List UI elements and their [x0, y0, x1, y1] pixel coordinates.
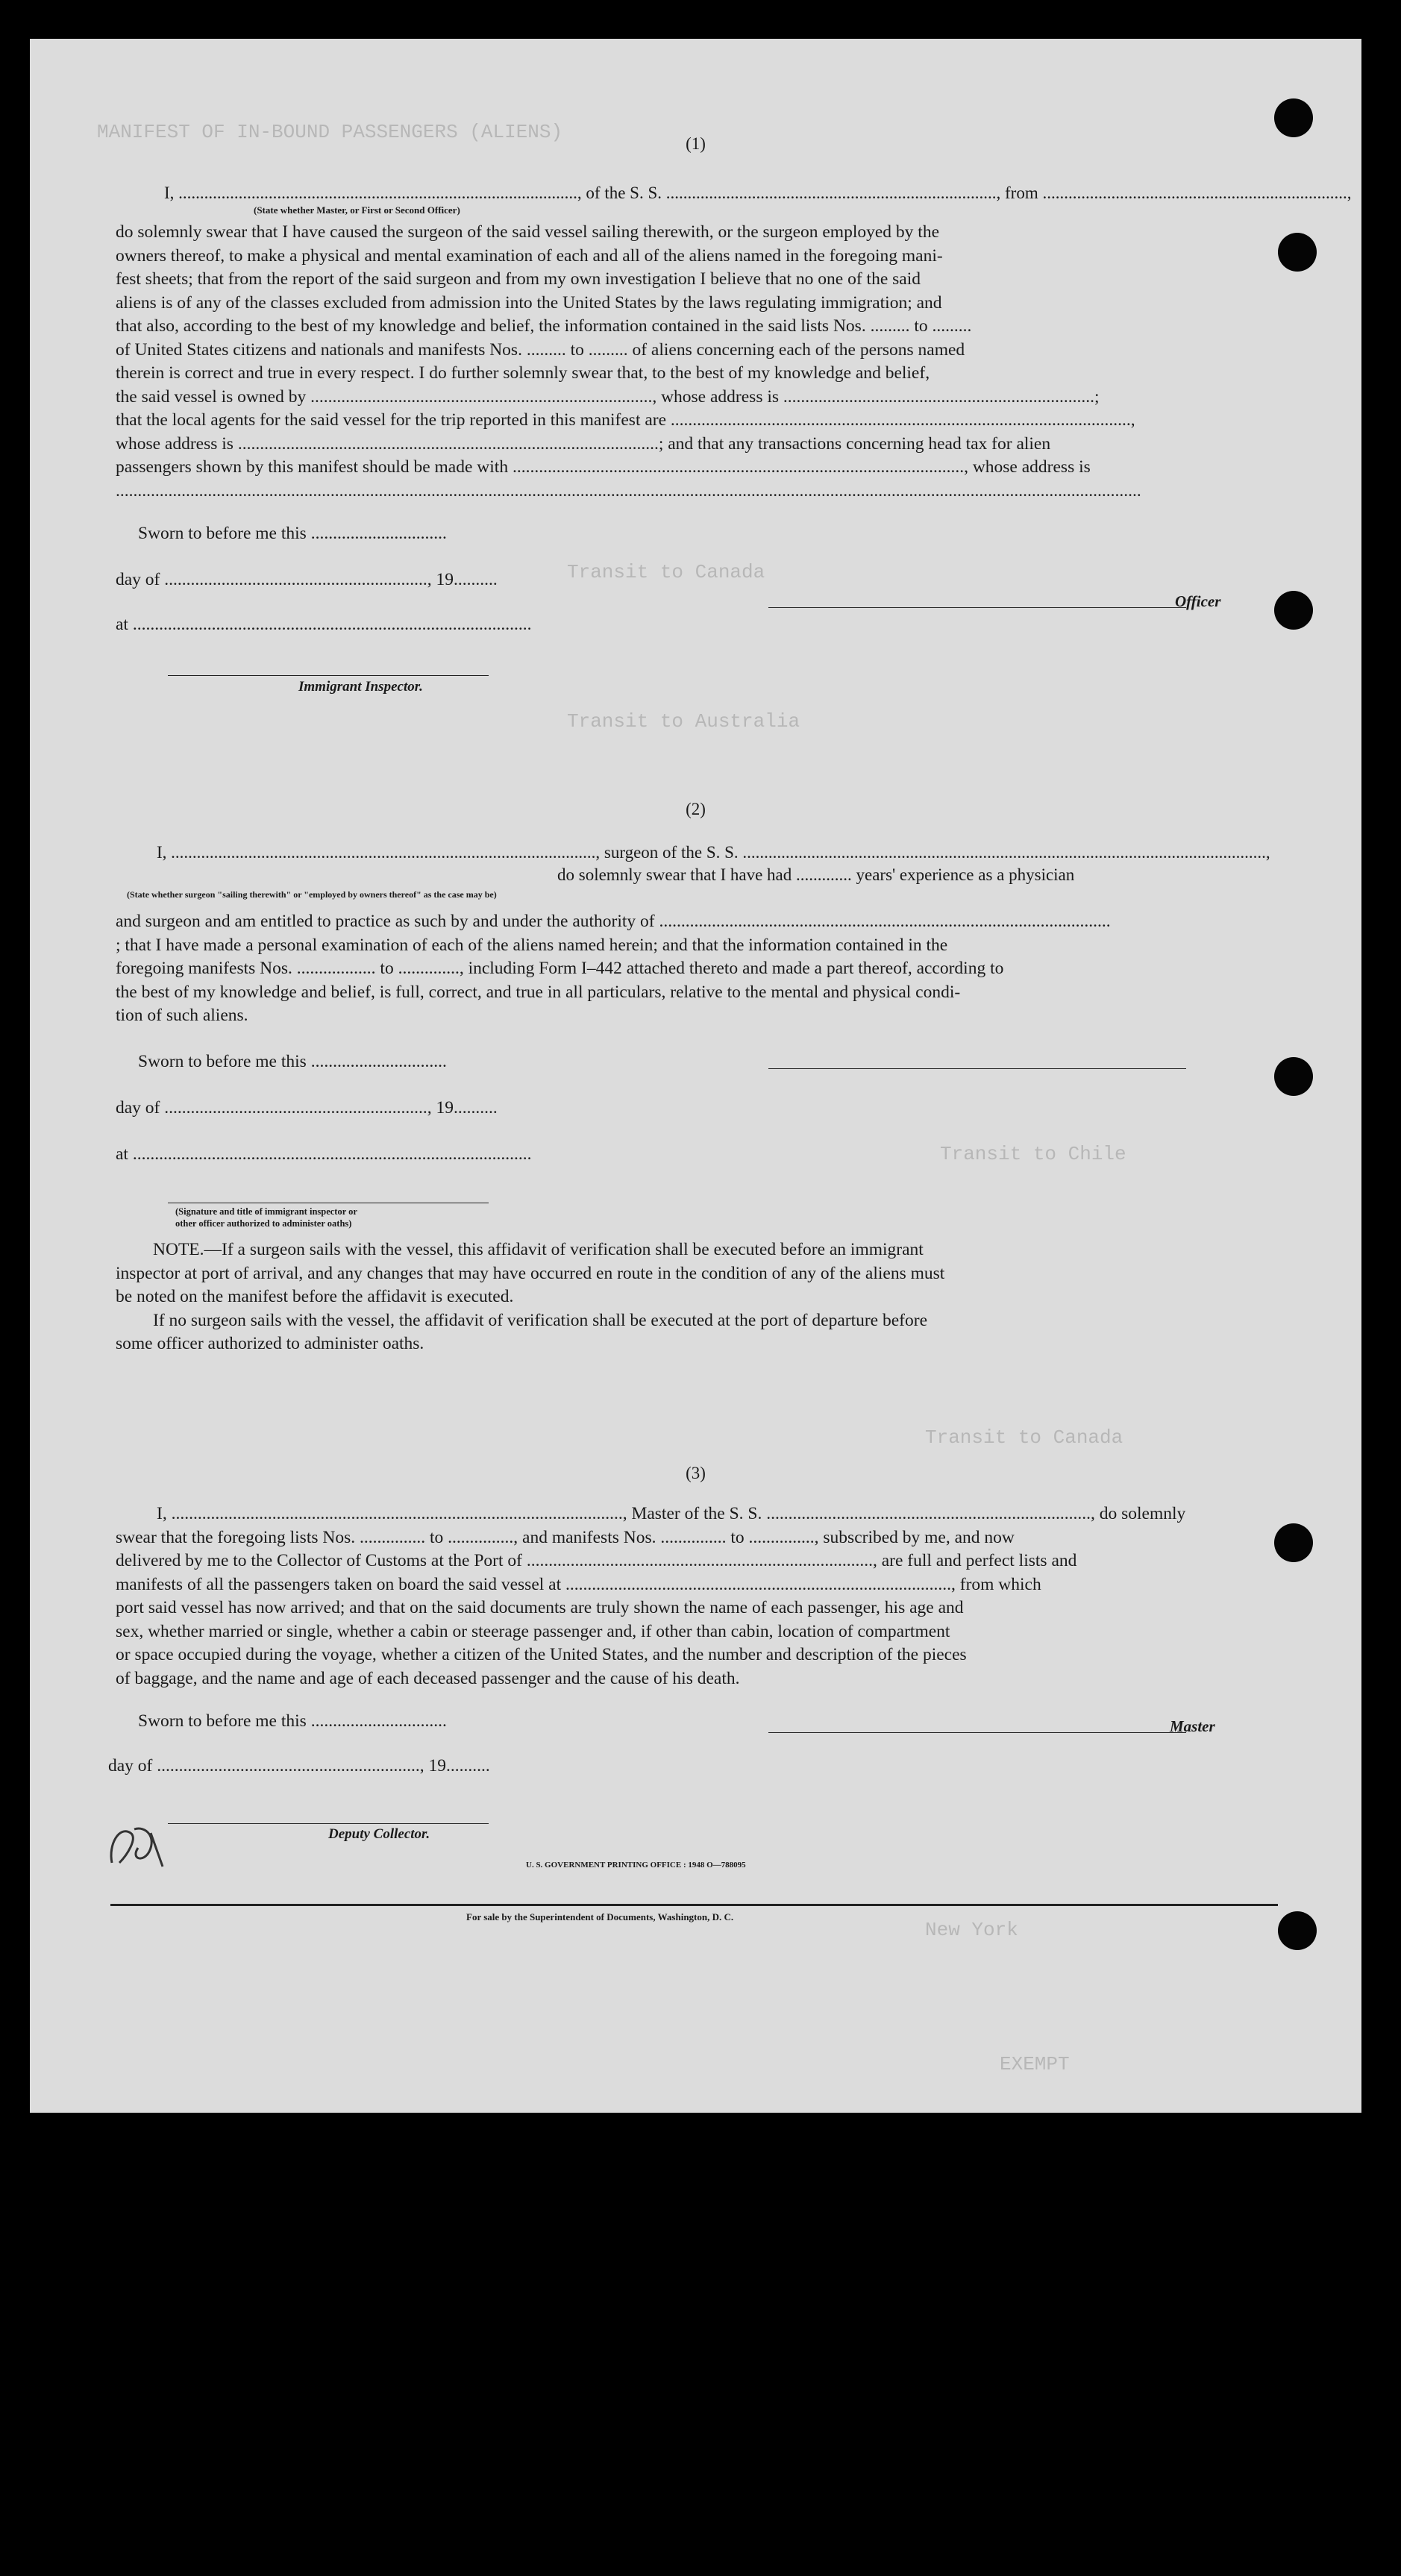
at-line: at ........................................................................................... [116, 1144, 532, 1164]
section-2-body [116, 910, 1272, 1028]
signature-caption: other officer authorized to administer oaths) [175, 1218, 352, 1229]
body-line: owners thereof, to make a physical and mental examination of each and all of the aliens named in the foregoing mani- [116, 245, 943, 266]
deputy-collector-label: Deputy Collector. [328, 1826, 430, 1842]
day-line: day of ............................................................, 19.......... [116, 1098, 498, 1118]
bleed-through-text: EXEMPT [1000, 2053, 1070, 2075]
immigrant-inspector-label: Immigrant Inspector. [298, 679, 423, 695]
note-paragraph [116, 1238, 1272, 1356]
punch-hole [1274, 1523, 1313, 1562]
body-line: ; that I have made a personal examination of each of the aliens named herein; and that the information contained in the [116, 935, 948, 955]
punch-hole [1274, 98, 1313, 137]
note-line: NOTE.—If a surgeon sails with the vessel, this affidavit of verification shall be executed before an immigrant [153, 1240, 924, 1259]
note-line: some officer authorized to administer oaths. [116, 1334, 424, 1353]
handwritten-initials [104, 1822, 172, 1874]
signature-caption: (Signature and title of immigrant inspector or [175, 1206, 357, 1217]
body-line: .......................................................................................................................................................................................................................................... [116, 480, 1141, 501]
officer-label: Officer [1175, 592, 1221, 610]
body-line: the said vessel is owned by .............................................................................., whose address is .......................................................................; [116, 386, 1100, 407]
section-1-caption: (State whether Master, or First or Second Officer) [254, 204, 460, 216]
body-line: fest sheets; that from the report of the said surgeon and from my own investigation I believe that no one of the said [116, 269, 921, 289]
sale-notice: For sale by the Superintendent of Documents, Washington, D. C. [466, 1911, 734, 1922]
body-line: aliens is of any of the classes excluded from admission into the United States by the laws regulating immigration; and [116, 292, 942, 313]
body-line: do solemnly swear that I have caused the surgeon of the said vessel sailing therewith, or the surgeon employed by the [116, 222, 940, 242]
body-line: or space occupied during the voyage, whether a citizen of the United States, and the number and description of the pieces [116, 1645, 967, 1664]
at-line: at ........................................................................................... [116, 615, 532, 634]
master-signature-line [768, 1732, 1186, 1733]
punch-hole [1278, 1911, 1317, 1950]
body-line: therein is correct and true in every respect. I do further solemnly swear that, to the best of my knowledge and belief, [116, 363, 930, 383]
bleed-through-text: Transit to Chile [940, 1143, 1126, 1165]
master-label: Master [1170, 1717, 1215, 1735]
body-line: manifests of all the passengers taken on board the said vessel at ........................................................................................, from which [116, 1574, 1041, 1594]
surgeon-signature-line [768, 1068, 1186, 1069]
section-1-body [116, 221, 1272, 503]
body-line: that also, according to the best of my knowledge and belief, the information contained in the said lists Nos. ......... to ......... [116, 316, 972, 336]
punch-hole [1274, 1057, 1313, 1096]
gpo-imprint: U. S. GOVERNMENT PRINTING OFFICE : 1948 O—788095 [526, 1861, 746, 1870]
body-line: sex, whether married or single, whether a cabin or steerage passenger and, if other than cabin, location of compartment [116, 1621, 950, 1641]
punch-hole [1274, 591, 1313, 630]
section-2-experience-line: do solemnly swear that I have had ............. years' experience as a physician [557, 865, 1075, 884]
body-line: swear that the foregoing lists Nos. ............... to ..............., and manifests Nos. ............... to ..............., subscribed by me, and now [116, 1527, 1015, 1547]
day-line: day of ............................................................, 19.......... [108, 1756, 490, 1776]
note-line: If no surgeon sails with the vessel, the affidavit of verification shall be executed at the port of departure before [153, 1310, 927, 1330]
sworn-line: Sworn to before me this ............................... [138, 1711, 447, 1731]
footer-rule [110, 1904, 1278, 1906]
day-line: day of ............................................................, 19.......... [116, 570, 498, 589]
body-line: delivered by me to the Collector of Customs at the Port of ..............................................................................., are full and perfect lists and [116, 1551, 1077, 1570]
body-line: passengers shown by this manifest should be made with ......................................................................................................., whose address is [116, 457, 1091, 477]
section-2-number: (2) [686, 800, 706, 818]
sworn-line: Sworn to before me this ............................... [138, 1052, 447, 1071]
bleed-through-text: Transit to Australia [567, 710, 800, 733]
officer-signature-line [768, 607, 1186, 608]
body-line: and surgeon and am entitled to practice as such by and under the authority of ....................................................................................................... [116, 912, 1111, 931]
form-page [30, 39, 1361, 2113]
body-line: tion of such aliens. [116, 1006, 248, 1025]
section-3-body [116, 1502, 1272, 1690]
section-2-opening-line: I, ..................................................................................................., surgeon of the S. S. .........................................................................................................................., [157, 843, 1270, 862]
body-line: foregoing manifests Nos. .................. to .............., including Form I–442 attached thereto and made a part thereof, according to [116, 959, 1004, 978]
note-line: be noted on the manifest before the affidavit is executed. [116, 1287, 514, 1306]
note-line: inspector at port of arrival, and any changes that may have occurred en route in the condition of any of the aliens must [116, 1263, 945, 1283]
section-1-number: (1) [686, 134, 706, 153]
bleed-through-text: MANIFEST OF IN-BOUND PASSENGERS (ALIENS) [97, 121, 563, 143]
signature-line [168, 1823, 489, 1824]
body-line: port said vessel has now arrived; and that on the said documents are truly shown the name of each passenger, his age and [116, 1598, 964, 1617]
section-3-number: (3) [686, 1464, 706, 1482]
sworn-line: Sworn to before me this ............................... [138, 524, 447, 543]
body-line: the best of my knowledge and belief, is full, correct, and true in all particulars, relative to the mental and physical condi- [116, 982, 961, 1002]
body-line: that the local agents for the said vessel for the trip reported in this manifest are ........................................................................................................., [116, 410, 1135, 430]
punch-hole [1278, 233, 1317, 272]
bleed-through-text: Transit to Canada [567, 561, 765, 583]
bleed-through-text: New York [925, 1919, 1018, 1941]
signature-line [168, 675, 489, 676]
section-2-caption: (State whether surgeon "sailing therewith" or "employed by owners thereof" as the case may be) [127, 889, 497, 900]
body-line: of baggage, and the name and age of each deceased passenger and the cause of his death. [116, 1668, 740, 1688]
body-line: I, ......................................................................................................., Master of the S. S. .........................................................................., do solemnly [157, 1504, 1186, 1523]
body-line: of United States citizens and nationals and manifests Nos. ......... to ......... of aliens concerning each of the persons named [116, 339, 965, 360]
section-1-opening-line: I, ............................................................................................., of the S. S. ............................................................................., from ......................................................................., [164, 184, 1352, 202]
body-line: whose address is ................................................................................................; and that any transactions concerning head tax for alien [116, 433, 1051, 454]
bleed-through-text: Transit to Canada [925, 1426, 1123, 1449]
